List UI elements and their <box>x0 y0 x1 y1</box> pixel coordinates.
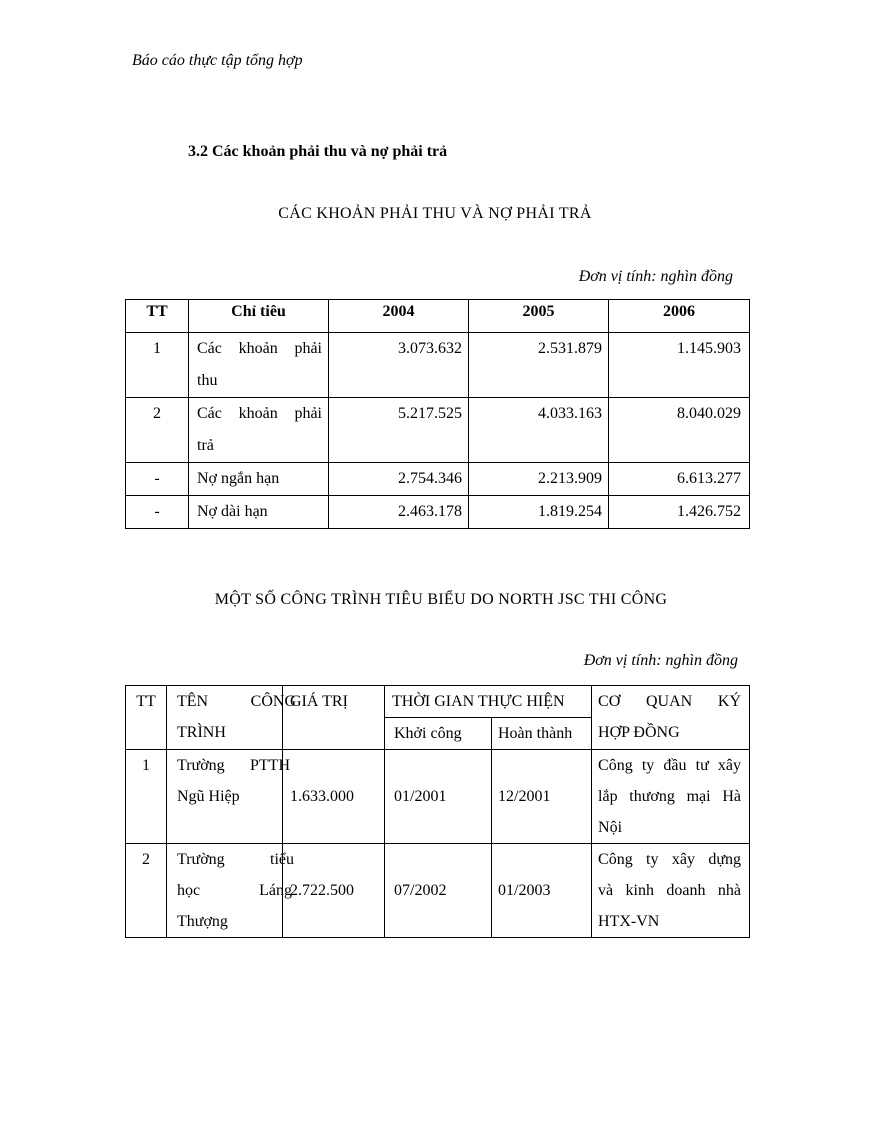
word: tiểu <box>270 851 294 868</box>
section-heading: 3.2 Các khoản phải thu và nợ phải trả <box>188 143 448 160</box>
word: lắp <box>598 788 618 805</box>
value-2006: 1.145.903 <box>609 333 750 398</box>
header-2004: 2004 <box>329 300 469 333</box>
value-2006: 1.426.752 <box>609 496 750 529</box>
header-duration: THỜI GIAN THỰC HIỆN <box>385 686 592 718</box>
value-2004: 2.754.346 <box>329 463 469 496</box>
project-name <box>167 844 294 938</box>
contracting-agency <box>592 844 750 938</box>
word: khoản <box>238 405 278 422</box>
value-2004: 2.463.178 <box>329 496 469 529</box>
value-2005: 4.033.163 <box>469 398 609 463</box>
word: HTX-VN <box>598 913 660 930</box>
word: học <box>177 882 201 899</box>
word: TÊN <box>177 693 209 710</box>
project-name <box>167 750 290 844</box>
table-row <box>126 333 750 398</box>
header-contracting-agency <box>592 686 750 750</box>
project-end: 01/2003 <box>492 844 592 938</box>
word: thương <box>629 788 675 805</box>
project-value: 2.722.500 <box>283 844 385 938</box>
row-tt: 1 <box>126 750 167 844</box>
word: tư <box>695 757 709 774</box>
word: Nội <box>598 819 623 836</box>
table-row <box>126 750 750 844</box>
projects-table <box>125 685 750 938</box>
word: Trường <box>177 757 225 774</box>
row-tt: 2 <box>126 398 189 463</box>
header-2005: 2005 <box>469 300 609 333</box>
word: PTTH <box>250 757 290 774</box>
table2-unit: Đơn vị tính: nghìn đồng <box>583 652 738 669</box>
value-2006: 8.040.029 <box>609 398 750 463</box>
row-indicator: Nợ dài hạn <box>189 496 329 529</box>
word: doanh <box>666 882 706 899</box>
table-header-row <box>126 686 750 718</box>
row-tt: 2 <box>126 844 167 938</box>
row-indicator: Nợ ngắn hạn <box>189 463 329 496</box>
word: đầu <box>663 757 687 774</box>
word: mại <box>686 788 711 805</box>
value-2005: 2.531.879 <box>469 333 609 398</box>
word: phải <box>294 340 322 357</box>
word: HỢP ĐỒNG <box>598 724 680 741</box>
value-2004: 5.217.525 <box>329 398 469 463</box>
row-indicator <box>189 398 329 463</box>
word: khoản <box>238 340 278 357</box>
project-value: 1.633.000 <box>283 750 385 844</box>
value-2006: 6.613.277 <box>609 463 750 496</box>
table1-title: CÁC KHOẢN PHẢI THU VÀ NỢ PHẢI TRẢ <box>278 205 592 222</box>
table-row <box>126 398 750 463</box>
word: Hà <box>722 788 741 805</box>
word: CƠ <box>598 693 621 710</box>
header-end: Hoàn thành <box>492 718 592 750</box>
project-start: 01/2001 <box>385 750 492 844</box>
value-2005: 2.213.909 <box>469 463 609 496</box>
word: Trường <box>177 851 225 868</box>
table-header-row <box>126 300 750 333</box>
word: Công <box>598 757 633 774</box>
value-2005: 1.819.254 <box>469 496 609 529</box>
project-end: 12/2001 <box>492 750 592 844</box>
word: Công <box>598 851 633 868</box>
word: phải <box>294 405 322 422</box>
value-2004: 3.073.632 <box>329 333 469 398</box>
word: Ngũ Hiệp <box>177 788 240 805</box>
row-indicator <box>189 333 329 398</box>
header-start: Khởi công <box>385 718 492 750</box>
table-row <box>126 496 750 529</box>
header-indicator: Chỉ tiêu <box>189 300 329 333</box>
word: thu <box>197 372 218 389</box>
word: dựng <box>708 851 741 868</box>
word: và <box>598 882 614 899</box>
receivables-payables-table <box>125 299 750 529</box>
row-tt: 1 <box>126 333 189 398</box>
header-project-name <box>167 686 296 750</box>
word: ty <box>641 757 655 774</box>
header-tt: TT <box>126 686 167 750</box>
word: xây <box>717 757 741 774</box>
word: Thượng <box>177 913 228 930</box>
contracting-agency <box>592 750 750 844</box>
word: xây <box>671 851 695 868</box>
table2-title: MỘT SỐ CÔNG TRÌNH TIÊU BIỂU DO NORTH JSC THI CÔNG <box>214 591 668 608</box>
word: trả <box>197 437 214 454</box>
word: nhà <box>717 882 742 899</box>
header-tt: TT <box>126 300 189 333</box>
table-row <box>126 463 750 496</box>
header-value: GIÁ TRỊ <box>283 686 385 750</box>
project-start: 07/2002 <box>385 844 492 938</box>
word: QUAN <box>645 693 693 710</box>
word: Các <box>197 405 222 422</box>
word: ty <box>646 851 659 868</box>
word: Láng <box>259 882 292 899</box>
table1-unit: Đơn vị tính: nghìn đồng <box>578 268 733 285</box>
row-tt: - <box>126 463 189 496</box>
table-row <box>126 844 750 938</box>
word: kinh <box>625 882 654 899</box>
word: Các <box>197 340 222 357</box>
page-header: Báo cáo thực tập tổng hợp <box>132 52 303 69</box>
word: KÝ <box>717 693 742 710</box>
row-tt: - <box>126 496 189 529</box>
header-2006: 2006 <box>609 300 750 333</box>
word: TRÌNH <box>177 724 226 741</box>
word: CÔNG <box>250 693 296 710</box>
